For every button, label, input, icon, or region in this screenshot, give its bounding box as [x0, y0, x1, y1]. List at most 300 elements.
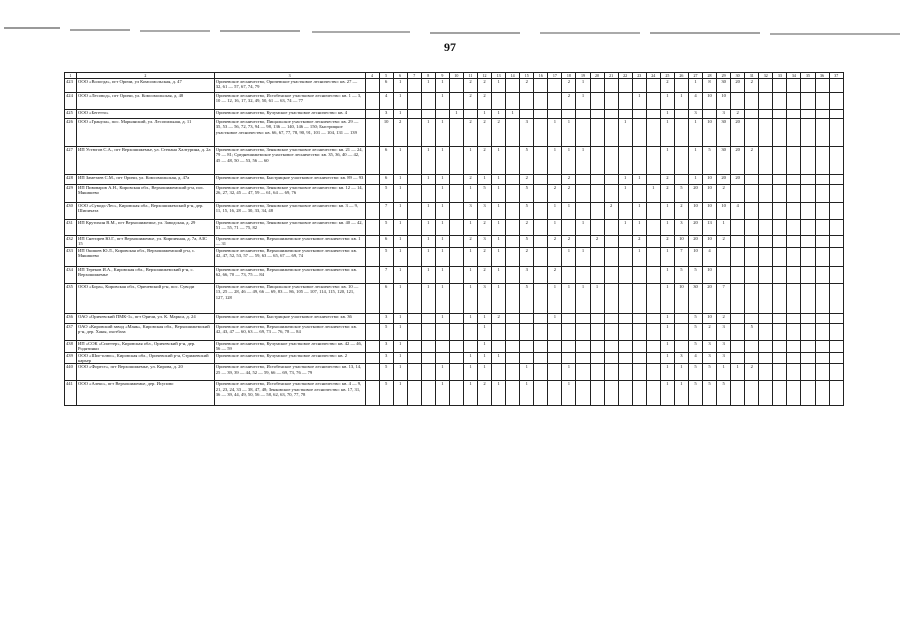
value-cell — [829, 93, 843, 110]
value-cell — [618, 110, 632, 119]
value-cell — [421, 364, 435, 381]
value-cell: 3 — [520, 266, 534, 283]
organization-cell: ОАО «Оричевский ПМК-1», пгт Оричи, ул. К. Маркса, д. 24 — [77, 313, 215, 323]
value-cell — [407, 323, 421, 340]
value-cell — [365, 175, 379, 185]
value-cell: 2 — [745, 147, 759, 175]
value-cell — [590, 175, 604, 185]
value-cell — [506, 247, 520, 266]
value-cell — [801, 323, 815, 340]
value-cell — [534, 220, 548, 236]
value-cell: 1 — [463, 247, 477, 266]
value-cell: 1 — [393, 93, 407, 110]
value-cell — [801, 79, 815, 93]
value-cell — [407, 79, 421, 93]
value-cell: 1 — [660, 381, 674, 406]
value-cell — [815, 352, 829, 364]
table-row — [65, 110, 844, 119]
value-cell: 2 — [463, 79, 477, 93]
value-cell — [407, 203, 421, 220]
value-cell — [632, 147, 646, 175]
value-cell — [618, 340, 632, 352]
value-cell — [463, 323, 477, 340]
value-cell: 1 — [478, 340, 492, 352]
value-cell — [407, 93, 421, 110]
value-cell — [534, 185, 548, 203]
value-cell: 6 — [379, 175, 393, 185]
organization-cell: ИП Пивоваров А.Н., Кировская обл., Верхошижемский р-н, пос. Мякишево — [77, 185, 215, 203]
row-number: 429 — [65, 185, 77, 203]
value-cell — [773, 119, 787, 147]
value-cell — [407, 364, 421, 381]
value-cell: 3 — [717, 352, 731, 364]
value-cell: 1 — [548, 220, 562, 236]
value-cell: 1 — [618, 185, 632, 203]
value-cell — [365, 110, 379, 119]
value-cell: 1 — [562, 147, 576, 175]
value-cell — [773, 313, 787, 323]
value-cell — [745, 340, 759, 352]
value-cell — [829, 185, 843, 203]
value-cell — [717, 266, 731, 283]
value-cell: 1 — [674, 381, 688, 406]
value-cell — [731, 247, 745, 266]
value-cell — [590, 364, 604, 381]
value-cell: 2 — [674, 203, 688, 220]
value-cell: 5 — [379, 381, 393, 406]
value-cell — [618, 266, 632, 283]
value-cell — [618, 313, 632, 323]
value-cell: 1 — [717, 220, 731, 236]
value-cell — [548, 175, 562, 185]
value-cell: 2 — [520, 247, 534, 266]
value-cell — [590, 247, 604, 266]
table-row — [65, 203, 844, 220]
value-cell — [407, 340, 421, 352]
column-header: 5 — [379, 73, 393, 79]
table-row — [65, 340, 844, 352]
value-cell — [618, 147, 632, 175]
value-cell — [562, 266, 576, 283]
value-cell — [646, 266, 660, 283]
value-cell: 1 — [449, 110, 463, 119]
value-cell — [576, 110, 590, 119]
value-cell — [801, 93, 815, 110]
value-cell — [506, 313, 520, 323]
value-cell: 5 — [688, 364, 702, 381]
value-cell — [646, 203, 660, 220]
value-cell: 1 — [393, 110, 407, 119]
column-header: 31 — [745, 73, 759, 79]
value-cell: 1 — [393, 352, 407, 364]
value-cell — [829, 364, 843, 381]
column-header: 19 — [576, 73, 590, 79]
value-cell: 4 — [379, 93, 393, 110]
value-cell — [815, 283, 829, 313]
value-cell: 1 — [393, 283, 407, 313]
value-cell — [562, 110, 576, 119]
value-cell: 1 — [421, 247, 435, 266]
value-cell — [548, 110, 562, 119]
value-cell: 1 — [435, 93, 449, 110]
value-cell: 20 — [731, 119, 745, 147]
value-cell — [829, 79, 843, 93]
value-cell — [576, 340, 590, 352]
value-cell: 5 — [703, 364, 717, 381]
value-cell — [646, 119, 660, 147]
value-cell: 2 — [478, 266, 492, 283]
value-cell — [506, 266, 520, 283]
value-cell — [773, 364, 787, 381]
value-cell — [604, 79, 618, 93]
value-cell — [534, 203, 548, 220]
value-cell — [365, 79, 379, 93]
column-header: 27 — [688, 73, 702, 79]
value-cell — [801, 364, 815, 381]
value-cell — [787, 203, 801, 220]
value-cell: 1 — [463, 313, 477, 323]
value-cell — [506, 119, 520, 147]
value-cell: 4 — [731, 203, 745, 220]
value-cell — [562, 352, 576, 364]
value-cell — [773, 381, 787, 406]
value-cell — [449, 340, 463, 352]
value-cell: 1 — [660, 220, 674, 236]
value-cell — [365, 283, 379, 313]
value-cell: 5 — [745, 323, 759, 340]
column-header: 16 — [534, 73, 548, 79]
value-cell: 2 — [703, 323, 717, 340]
value-cell: 5 — [478, 185, 492, 203]
value-cell: 1 — [660, 119, 674, 147]
value-cell — [562, 323, 576, 340]
value-cell: 2 — [478, 220, 492, 236]
value-cell: 1 — [576, 79, 590, 93]
column-header: 20 — [590, 73, 604, 79]
value-cell — [421, 381, 435, 406]
value-cell: 1 — [576, 147, 590, 175]
value-cell: 1 — [520, 381, 534, 406]
value-cell: 4 — [703, 247, 717, 266]
value-cell — [407, 352, 421, 364]
value-cell: 2 — [492, 313, 506, 323]
value-cell: 20 — [688, 236, 702, 248]
value-cell — [618, 323, 632, 340]
value-cell — [407, 236, 421, 248]
value-cell — [435, 110, 449, 119]
value-cell: 1 — [435, 247, 449, 266]
forestry-location-cell: Оричевское лесничество, Зенковское участковое лесничество: кв. 3 — 9, 11, 15, 16, 28 — 30, 33, 34, 48 — [214, 203, 365, 220]
value-cell — [407, 175, 421, 185]
value-cell: 1 — [492, 185, 506, 203]
value-cell — [365, 323, 379, 340]
value-cell — [604, 175, 618, 185]
forestry-location-cell: Оричевское лесничество, Пищальское участковое лесничество: кв. 29 — 35, 53 — 56, 72, 73, 94 — 98, 136 — 140, 146 — 150; Быстрицкое участковое лесничество: кв. 66, 67, 77, 78, 90, 91, 101 — 104, 131 — 139 — [214, 119, 365, 147]
table-row — [65, 220, 844, 236]
value-cell — [562, 220, 576, 236]
value-cell — [604, 110, 618, 119]
value-cell: 2 — [562, 79, 576, 93]
value-cell — [590, 313, 604, 323]
value-cell — [801, 283, 815, 313]
value-cell: 2 — [548, 185, 562, 203]
value-cell — [801, 381, 815, 406]
value-cell — [520, 93, 534, 110]
value-cell: 3 — [379, 352, 393, 364]
value-cell — [829, 147, 843, 175]
organization-cell: ИП «СОК «Спиттер», Кировская обл., Оричевский р-н, дер. Родятинки — [77, 340, 215, 352]
value-cell: 1 — [478, 323, 492, 340]
value-cell: 1 — [674, 364, 688, 381]
value-cell — [829, 266, 843, 283]
value-cell — [365, 185, 379, 203]
value-cell: 2 — [463, 175, 477, 185]
value-cell — [435, 352, 449, 364]
value-cell: 2 — [463, 93, 477, 110]
value-cell — [646, 236, 660, 248]
value-cell — [435, 340, 449, 352]
value-cell: 2 — [492, 119, 506, 147]
column-header: 17 — [548, 73, 562, 79]
value-cell: 5 — [688, 323, 702, 340]
value-cell — [576, 266, 590, 283]
value-cell: 1 — [478, 352, 492, 364]
forestry-location-cell: Оричевское лесничество, Зенковское участковое лесничество: кв. 12 — 14, 26, 27, 32, 45 — 47, 59 — 61, 64 — 69, 76 — [214, 185, 365, 203]
value-cell — [731, 323, 745, 340]
value-cell — [646, 364, 660, 381]
value-cell: 1 — [435, 147, 449, 175]
value-cell: 1 — [632, 175, 646, 185]
value-cell — [365, 203, 379, 220]
row-number: 432 — [65, 236, 77, 248]
value-cell — [801, 340, 815, 352]
value-cell — [449, 236, 463, 248]
value-cell: 1 — [393, 203, 407, 220]
value-cell — [731, 93, 745, 110]
value-cell: 10 — [674, 283, 688, 313]
registry-table-wrapper — [64, 72, 844, 406]
value-cell — [534, 247, 548, 266]
value-cell: 2 — [478, 79, 492, 93]
value-cell: 5 — [379, 247, 393, 266]
column-header: 36 — [815, 73, 829, 79]
value-cell — [646, 352, 660, 364]
value-cell — [773, 283, 787, 313]
value-cell: 1 — [393, 266, 407, 283]
value-cell — [759, 110, 773, 119]
value-cell: 1 — [478, 110, 492, 119]
value-cell: 3 — [717, 323, 731, 340]
value-cell — [407, 185, 421, 203]
value-cell — [801, 313, 815, 323]
value-cell — [815, 110, 829, 119]
value-cell: 1 — [421, 266, 435, 283]
value-cell: 1 — [492, 266, 506, 283]
table-row — [65, 247, 844, 266]
value-cell — [773, 79, 787, 93]
value-cell: 5 — [674, 266, 688, 283]
column-header: 10 — [449, 73, 463, 79]
value-cell — [449, 220, 463, 236]
value-cell: 1 — [421, 220, 435, 236]
forestry-location-cell: Оричевское лесничество, Верхошижемское участковое лесничество: кв. 1 — 31 — [214, 236, 365, 248]
value-cell — [407, 247, 421, 266]
value-cell — [449, 203, 463, 220]
value-cell: 10 — [688, 247, 702, 266]
value-cell — [646, 313, 660, 323]
organization-cell: ИП Тереков И.А., Кировская обл., Верхошижемский р-н, с. Верхошижемье — [77, 266, 215, 283]
value-cell — [576, 185, 590, 203]
value-cell: 30 — [717, 119, 731, 147]
value-cell — [506, 236, 520, 248]
value-cell — [590, 79, 604, 93]
value-cell: 4 — [688, 93, 702, 110]
value-cell: 1 — [548, 119, 562, 147]
organization-cell: ИП Крутихин В.М., пгт Верхошижемье, ул. Заводская, д. 29 — [77, 220, 215, 236]
value-cell — [829, 381, 843, 406]
value-cell — [815, 185, 829, 203]
value-cell — [773, 220, 787, 236]
value-cell — [534, 266, 548, 283]
value-cell: 2 — [548, 236, 562, 248]
value-cell — [759, 119, 773, 147]
value-cell: 2 — [632, 236, 646, 248]
value-cell — [534, 79, 548, 93]
column-header: 21 — [604, 73, 618, 79]
value-cell: 8 — [703, 79, 717, 93]
value-cell — [646, 79, 660, 93]
value-cell: 10 — [703, 313, 717, 323]
value-cell — [759, 364, 773, 381]
value-cell — [520, 110, 534, 119]
column-header: 22 — [618, 73, 632, 79]
column-header: 25 — [660, 73, 674, 79]
registry-table — [64, 72, 844, 406]
value-cell: 2 — [745, 364, 759, 381]
table-row — [65, 79, 844, 93]
value-cell — [759, 340, 773, 352]
value-cell — [815, 323, 829, 340]
value-cell: 10 — [717, 203, 731, 220]
value-cell — [759, 283, 773, 313]
value-cell — [815, 313, 829, 323]
value-cell: 10 — [703, 236, 717, 248]
value-cell: 2 — [463, 236, 477, 248]
value-cell — [646, 340, 660, 352]
value-cell — [773, 340, 787, 352]
row-number: 426 — [65, 119, 77, 147]
value-cell: 3 — [674, 352, 688, 364]
value-cell — [520, 323, 534, 340]
value-cell: 1 — [590, 283, 604, 313]
value-cell: 30 — [688, 283, 702, 313]
value-cell — [801, 352, 815, 364]
value-cell: 1 — [632, 203, 646, 220]
forestry-location-cell: Оричевское лесничество, Оричевское участковое лесничество: кв. 27 — 32, 61 — 57, 67, 74, 79 — [214, 79, 365, 93]
value-cell: 1 — [435, 185, 449, 203]
value-cell — [449, 266, 463, 283]
column-header: 11 — [463, 73, 477, 79]
value-cell: 1 — [393, 147, 407, 175]
value-cell: 2 — [745, 79, 759, 93]
column-header: 1 — [65, 73, 77, 79]
value-cell: 1 — [393, 185, 407, 203]
value-cell — [815, 266, 829, 283]
table-row — [65, 313, 844, 323]
column-header: 34 — [787, 73, 801, 79]
value-cell: 1 — [393, 175, 407, 185]
value-cell — [534, 283, 548, 313]
value-cell: 7 — [717, 283, 731, 313]
value-cell — [801, 266, 815, 283]
value-cell: 1 — [421, 283, 435, 313]
value-cell — [646, 247, 660, 266]
value-cell — [534, 119, 548, 147]
value-cell: 1 — [463, 185, 477, 203]
organization-cell: ООО «Алекс», пгт Верхошижемье, дер. Исупово — [77, 381, 215, 406]
value-cell — [632, 364, 646, 381]
value-cell — [618, 283, 632, 313]
value-cell — [759, 313, 773, 323]
value-cell — [745, 236, 759, 248]
value-cell: 1 — [435, 79, 449, 93]
value-cell: 1 — [463, 220, 477, 236]
value-cell — [773, 185, 787, 203]
organization-cell: ООО «Шиг-плюс», Кировская обл., Оричевский р-н, Стрижевский карьер — [77, 352, 215, 364]
value-cell — [421, 323, 435, 340]
column-header: 8 — [421, 73, 435, 79]
table-row — [65, 323, 844, 340]
value-cell: 2 — [717, 236, 731, 248]
value-cell: 3 — [379, 340, 393, 352]
value-cell — [745, 175, 759, 185]
value-cell — [745, 313, 759, 323]
value-cell: 1 — [688, 79, 702, 93]
forestry-location-cell: Оричевское лесничество, Пищальское участковое лесничество: кв. 10 — 13, 25 — 28, 46 — 49, 66 — 69, 83 — 86, 105 — 107, 114, 115, 120, 121, 127, 128 — [214, 283, 365, 313]
value-cell: 1 — [393, 236, 407, 248]
value-cell — [646, 283, 660, 313]
value-cell: 1 — [463, 352, 477, 364]
value-cell: 10 — [717, 93, 731, 110]
value-cell — [506, 381, 520, 406]
value-cell: 1 — [492, 247, 506, 266]
value-cell: 1 — [660, 364, 674, 381]
table-row — [65, 283, 844, 313]
value-cell: 1 — [548, 203, 562, 220]
value-cell — [604, 247, 618, 266]
value-cell — [815, 340, 829, 352]
value-cell: 3 — [703, 352, 717, 364]
value-cell: 1 — [393, 220, 407, 236]
value-cell — [829, 340, 843, 352]
row-number: 440 — [65, 364, 77, 381]
organization-cell: ИП Устюгов С.А., пгт Верхошижемье, ул. Степана Халтурина, д. 2а — [77, 147, 215, 175]
value-cell — [646, 381, 660, 406]
value-cell — [365, 247, 379, 266]
value-cell — [759, 93, 773, 110]
value-cell: 1 — [688, 119, 702, 147]
value-cell: 1 — [478, 175, 492, 185]
value-cell — [759, 185, 773, 203]
value-cell — [773, 236, 787, 248]
value-cell: 3 — [463, 203, 477, 220]
value-cell — [365, 313, 379, 323]
value-cell — [646, 175, 660, 185]
column-header: 13 — [492, 73, 506, 79]
value-cell: 2 — [562, 175, 576, 185]
value-cell: 2 — [520, 79, 534, 93]
forestry-location-cell: Оричевское лесничество, Истобенское участковое лесничество: кв. 1 — 3, 10 — 12, 16, 17, 32, 49, 50, 61 — 63, 74 — 77 — [214, 93, 365, 110]
